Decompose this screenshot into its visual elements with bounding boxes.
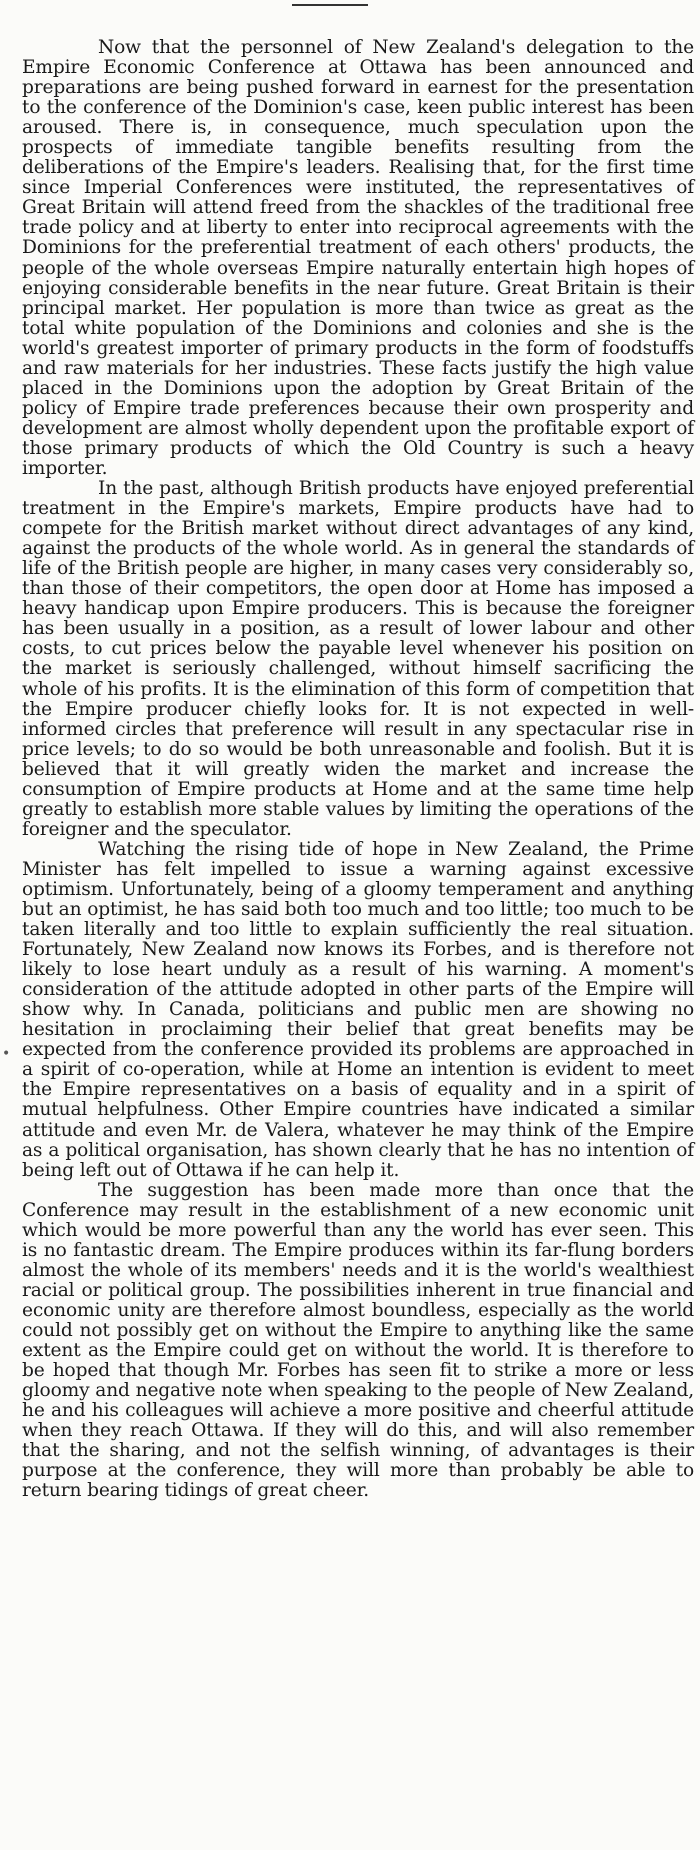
article-paragraph-4: The suggestion has been made more than once that the Conference may result in the establishment of a new economic unit which would be more powerful than any the world has ever seen. This is no fantastic dream. The Empire produces within its far-flung borders almost the whole of its members' needs and it is the world's wealthiest racial or political group. The possibilities inherent in true financial and economic unity are therefore almost boundless, especially as the world could not possibly get on without the Empire to anything like the same extent as the Empire could get on without the world. It is therefore to be hoped that though Mr. Forbes has seen fit to strike a more or less gloomy and negative note when speaking to the people of New Zealand, he and his colleagues will achieve a more positive and cheerful attitude when they reach Ottawa. If they will do this, and will also remember that the sharing, and not the selfish winning, of advantages is their purpose at the conference, they will more than probably be able to return bearing tidings of great cheer. [22,1179,694,1502]
headline-rule [292,0,368,6]
article-paragraph-3: Watching the rising tide of hope in New Zealand, the Prime Minister has felt impelled to issue a warning against excessive optimism. Unfortunately, being of a gloomy temperament and anything but an optimist, he has said both too much and too little; too much to be taken literally and too little to explain sufficiently the real situation. Fortunately, New Zealand now knows its Forbes, and is therefore not likely to lose heart unduly as a result of his warning. A moment's consideration of the attitude adopted in other parts of the Empire will show why. In Canada, politicians and public men are showing no hesitation in proclaiming their belief that great benefits may be expected from the conference provided its problems are approached in a spirit of co-operation, while at Home an intention is evident to meet the Empire representatives on a basis of equality and in a spirit of mutual helpfulness. Other Empire countries have indicated a similar attitude and even Mr. de Valera, whatever he may think of the Empire as a political organisation, has shown clearly that he has no intention of being left out of Ottawa if he can help it. [22,838,694,1181]
editorial-article [22,38,694,1501]
margin-mark: • [2,1046,11,1062]
article-paragraph-1: Now that the personnel of New Zealand's delegation to the Empire Economic Conference at Ottawa has been announced and preparations are being pushed forward in earnest for the presentation to the conference of the Dominion's case, keen public interest has been aroused. There is, in consequence, much speculation upon the prospects of immediate tangible benefits resulting from the deliberations of the Empire's leaders. Realising that, for the first time since Imperial Conferences were instituted, the representatives of Great Britain will attend freed from the shackles of the traditional free trade policy and at liberty to enter into reciprocal agreements with the Dominions for the preferential treatment of each others' products, the people of the whole overseas Empire naturally entertain high hopes of enjoying considerable benefits in the near future. Great Britain is their principal market. Her population is more than twice as great as the total white population of the Dominions and colonies and she is the world's greatest importer of primary products in the form of foodstuffs and raw materials for her industries. These facts justify the high value placed in the Dominions upon the adoption by Great Britain of the policy of Empire trade preferences because their own prosperity and development are almost wholly dependent upon the profitable export of those primary products of which the Old Country is such a heavy importer. [22,37,694,479]
article-paragraph-2: In the past, although British products have enjoyed preferential treatment in the Empire's markets, Empire products have had to compete for the British market without direct advantages of any kind, against the products of the whole world. As in general the standards of life of the British people are higher, in many cases very considerably so, than those of their competitors, the open door at Home has imposed a heavy handicap upon Empire producers. This is because the foreigner has been usually in a position, as a result of lower labour and other costs, to cut prices below the payable level whenever his position on the market is seriously challenged, without himself sacrificing the whole of his profits. It is the elimination of this form of competition that the Empire producer chiefly looks for. It is not expected in well-informed circles that preference will result in any spectacular rise in price levels; to do so would be both unreasonable and foolish. But it is believed that it will greatly widen the market and increase the consumption of Empire products at Home and at the same time help greatly to establish more stable values by limiting the operations of the foreigner and the speculator. [22,478,694,840]
